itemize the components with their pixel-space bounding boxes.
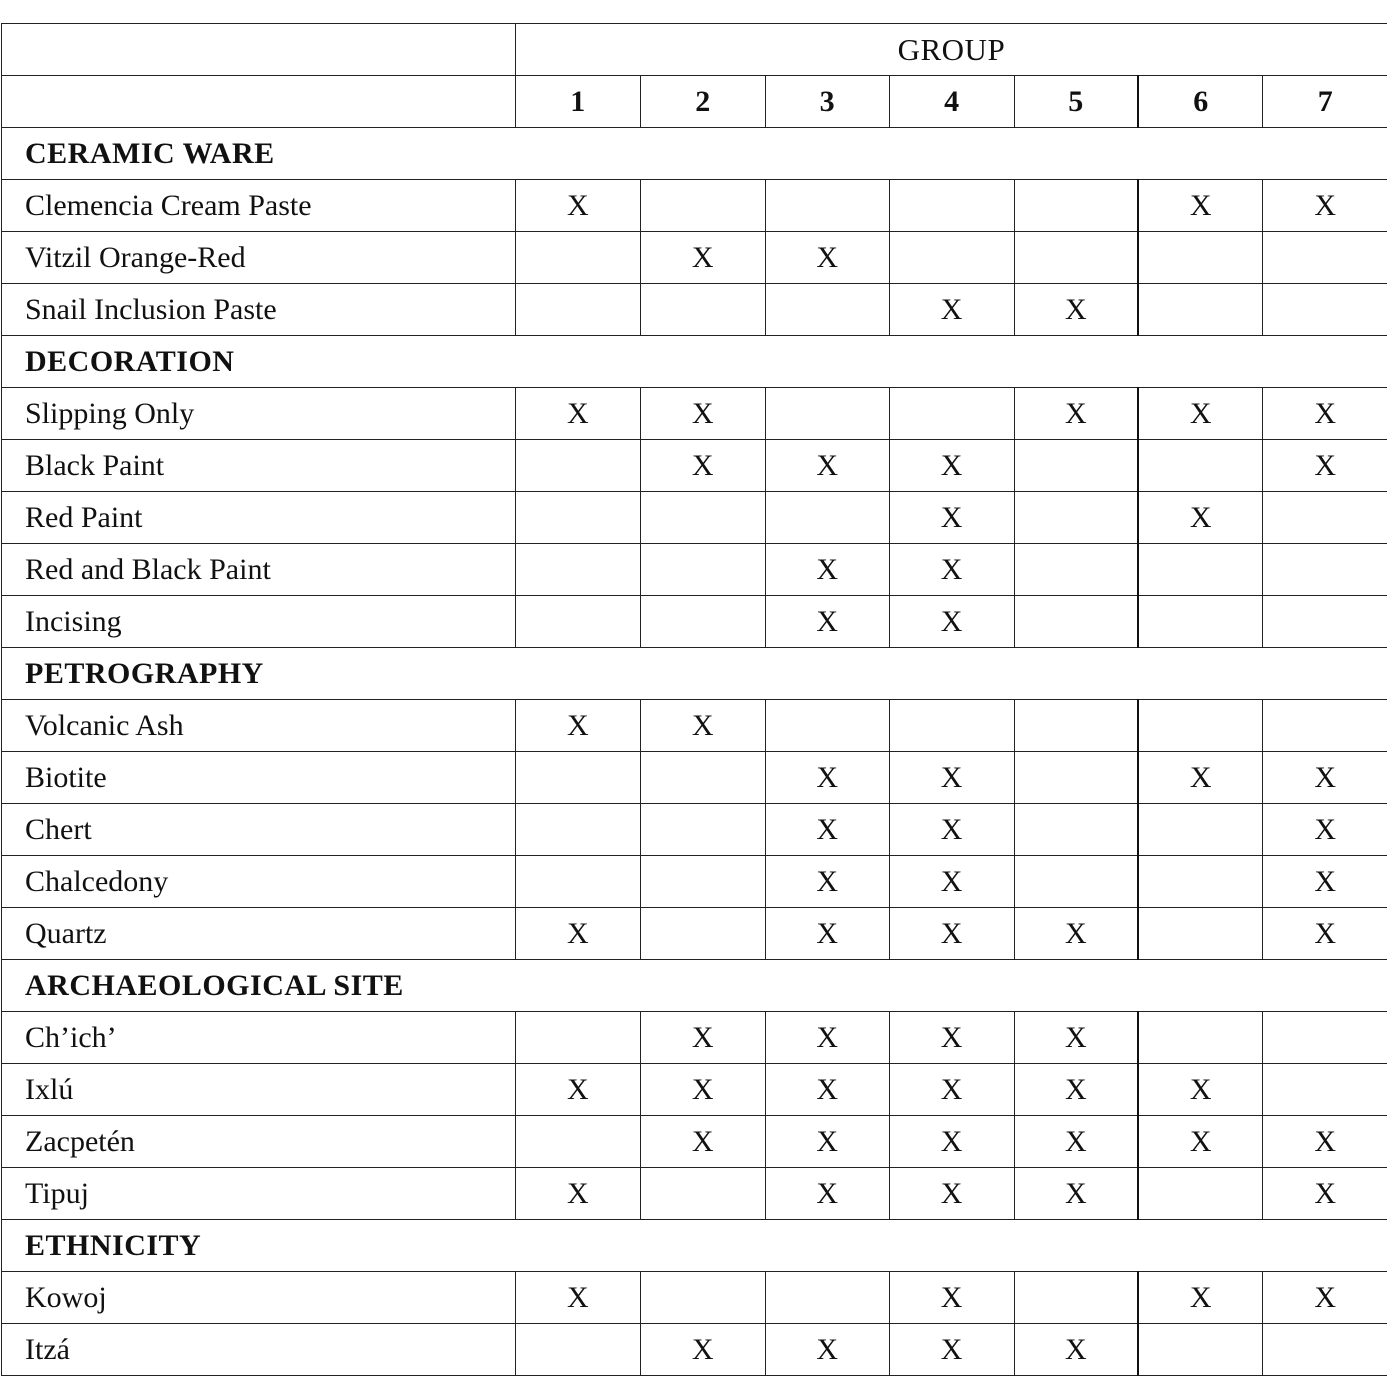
mark-cell-group-7: X [1263, 856, 1387, 908]
mark-cell-group-1: X [515, 908, 640, 960]
mark-cell-group-1 [515, 804, 640, 856]
table-row [2, 908, 1387, 960]
mark-cell-group-4: X [889, 440, 1014, 492]
mark-cell-group-4: X [889, 804, 1014, 856]
mark-cell-group-3: X [765, 1012, 889, 1064]
mark-cell-group-5: X [1014, 1116, 1138, 1168]
mark-cell-group-5: X [1014, 1064, 1138, 1116]
mark-cell-group-3: X [765, 232, 889, 284]
table-row [2, 700, 1387, 752]
group-number-row [2, 76, 1387, 128]
mark-cell-group-1 [515, 440, 640, 492]
mark-cell-group-3: X [765, 596, 889, 648]
mark-cell-group-7: X [1263, 752, 1387, 804]
mark-cell-group-2 [640, 284, 765, 336]
mark-cell-group-2 [640, 752, 765, 804]
mark-cell-group-1 [515, 856, 640, 908]
mark-cell-group-2 [640, 804, 765, 856]
section-header-row [2, 336, 1387, 388]
section-header-row [2, 648, 1387, 700]
row-label: Incising [2, 596, 516, 648]
mark-cell-group-5 [1014, 804, 1138, 856]
table-row [2, 1324, 1387, 1376]
group-number-1: 1 [515, 76, 640, 128]
group-number-4: 4 [889, 76, 1014, 128]
mark-cell-group-4: X [889, 492, 1014, 544]
mark-cell-group-1 [515, 492, 640, 544]
mark-cell-group-1 [515, 752, 640, 804]
mark-cell-group-4: X [889, 284, 1014, 336]
mark-cell-group-3: X [765, 1168, 889, 1220]
row-label: Chert [2, 804, 516, 856]
mark-cell-group-5 [1014, 232, 1138, 284]
mark-cell-group-4: X [889, 1272, 1014, 1324]
group-attribute-table [1, 23, 1387, 1376]
mark-cell-group-3: X [765, 804, 889, 856]
mark-cell-group-2 [640, 544, 765, 596]
mark-cell-group-3: X [765, 1324, 889, 1376]
mark-cell-group-3 [765, 1272, 889, 1324]
table-row [2, 180, 1387, 232]
mark-cell-group-4: X [889, 752, 1014, 804]
group-header: GROUP [515, 24, 1387, 76]
mark-cell-group-1 [515, 544, 640, 596]
mark-cell-group-5 [1014, 180, 1138, 232]
mark-cell-group-1: X [515, 1064, 640, 1116]
mark-cell-group-6: X [1138, 1272, 1263, 1324]
group-number-5: 5 [1014, 76, 1138, 128]
table-row [2, 1168, 1387, 1220]
mark-cell-group-7: X [1263, 908, 1387, 960]
group-header-row [2, 24, 1387, 76]
mark-cell-group-3: X [765, 1064, 889, 1116]
mark-cell-group-2 [640, 908, 765, 960]
mark-cell-group-7: X [1263, 804, 1387, 856]
row-label: Ixlú [2, 1064, 516, 1116]
mark-cell-group-1 [515, 596, 640, 648]
section-title: CERAMIC WARE [2, 128, 1387, 180]
mark-cell-group-2 [640, 492, 765, 544]
mark-cell-group-3 [765, 700, 889, 752]
group-number-7: 7 [1263, 76, 1387, 128]
table-row [2, 596, 1387, 648]
mark-cell-group-5: X [1014, 388, 1138, 440]
mark-cell-group-6 [1138, 596, 1263, 648]
row-label: Ch’ich’ [2, 1012, 516, 1064]
mark-cell-group-7: X [1263, 1272, 1387, 1324]
mark-cell-group-7: X [1263, 1168, 1387, 1220]
mark-cell-group-3: X [765, 752, 889, 804]
mark-cell-group-5: X [1014, 1012, 1138, 1064]
mark-cell-group-4: X [889, 1012, 1014, 1064]
mark-cell-group-5 [1014, 856, 1138, 908]
table-row [2, 388, 1387, 440]
table-row [2, 1064, 1387, 1116]
mark-cell-group-1: X [515, 1168, 640, 1220]
mark-cell-group-3 [765, 492, 889, 544]
mark-cell-group-5 [1014, 544, 1138, 596]
mark-cell-group-6 [1138, 908, 1263, 960]
table-row [2, 284, 1387, 336]
mark-cell-group-3: X [765, 908, 889, 960]
mark-cell-group-4 [889, 232, 1014, 284]
mark-cell-group-7 [1263, 700, 1387, 752]
mark-cell-group-7: X [1263, 1116, 1387, 1168]
table-row [2, 440, 1387, 492]
mark-cell-group-7 [1263, 492, 1387, 544]
mark-cell-group-4: X [889, 908, 1014, 960]
mark-cell-group-7: X [1263, 180, 1387, 232]
row-label: Snail Inclusion Paste [2, 284, 516, 336]
table-row [2, 1272, 1387, 1324]
mark-cell-group-2 [640, 1168, 765, 1220]
mark-cell-group-3 [765, 388, 889, 440]
corner-cell [2, 76, 516, 128]
mark-cell-group-6: X [1138, 752, 1263, 804]
mark-cell-group-4 [889, 388, 1014, 440]
row-label: Red Paint [2, 492, 516, 544]
mark-cell-group-1 [515, 1012, 640, 1064]
mark-cell-group-6: X [1138, 1116, 1263, 1168]
mark-cell-group-3: X [765, 544, 889, 596]
mark-cell-group-6 [1138, 1324, 1263, 1376]
mark-cell-group-5 [1014, 440, 1138, 492]
section-title: PETROGRAPHY [2, 648, 1387, 700]
row-label: Clemencia Cream Paste [2, 180, 516, 232]
mark-cell-group-4: X [889, 1116, 1014, 1168]
mark-cell-group-1: X [515, 1272, 640, 1324]
table-row [2, 544, 1387, 596]
mark-cell-group-5: X [1014, 908, 1138, 960]
mark-cell-group-2 [640, 1272, 765, 1324]
table-row [2, 752, 1387, 804]
mark-cell-group-6: X [1138, 388, 1263, 440]
row-label: Chalcedony [2, 856, 516, 908]
mark-cell-group-2: X [640, 1064, 765, 1116]
group-number-6: 6 [1138, 76, 1263, 128]
mark-cell-group-1 [515, 1116, 640, 1168]
mark-cell-group-4: X [889, 1064, 1014, 1116]
corner-cell [2, 24, 516, 76]
mark-cell-group-7 [1263, 544, 1387, 596]
mark-cell-group-5 [1014, 752, 1138, 804]
mark-cell-group-6: X [1138, 180, 1263, 232]
mark-cell-group-4: X [889, 856, 1014, 908]
mark-cell-group-2 [640, 596, 765, 648]
section-title: ETHNICITY [2, 1220, 1387, 1272]
mark-cell-group-5: X [1014, 1168, 1138, 1220]
mark-cell-group-5 [1014, 1272, 1138, 1324]
mark-cell-group-5 [1014, 492, 1138, 544]
row-label: Tipuj [2, 1168, 516, 1220]
mark-cell-group-2: X [640, 1012, 765, 1064]
mark-cell-group-5 [1014, 700, 1138, 752]
mark-cell-group-2: X [640, 700, 765, 752]
mark-cell-group-6 [1138, 232, 1263, 284]
mark-cell-group-1 [515, 284, 640, 336]
mark-cell-group-3: X [765, 440, 889, 492]
mark-cell-group-6 [1138, 1012, 1263, 1064]
mark-cell-group-6 [1138, 284, 1263, 336]
row-label: Kowoj [2, 1272, 516, 1324]
mark-cell-group-4: X [889, 544, 1014, 596]
mark-cell-group-6 [1138, 1168, 1263, 1220]
mark-cell-group-1 [515, 1324, 640, 1376]
row-label: Slipping Only [2, 388, 516, 440]
mark-cell-group-4 [889, 180, 1014, 232]
row-label: Itzá [2, 1324, 516, 1376]
group-number-2: 2 [640, 76, 765, 128]
mark-cell-group-2: X [640, 440, 765, 492]
row-label: Zacpetén [2, 1116, 516, 1168]
section-title: DECORATION [2, 336, 1387, 388]
mark-cell-group-3 [765, 180, 889, 232]
row-label: Biotite [2, 752, 516, 804]
group-number-3: 3 [765, 76, 889, 128]
row-label: Volcanic Ash [2, 700, 516, 752]
mark-cell-group-6 [1138, 440, 1263, 492]
mark-cell-group-7: X [1263, 440, 1387, 492]
table-row [2, 1012, 1387, 1064]
table-row [2, 492, 1387, 544]
row-label: Vitzil Orange-Red [2, 232, 516, 284]
table-row [2, 804, 1387, 856]
section-header-row [2, 1220, 1387, 1272]
mark-cell-group-1: X [515, 388, 640, 440]
mark-cell-group-3 [765, 284, 889, 336]
mark-cell-group-2: X [640, 388, 765, 440]
section-header-row [2, 128, 1387, 180]
mark-cell-group-6 [1138, 856, 1263, 908]
mark-cell-group-4: X [889, 1168, 1014, 1220]
mark-cell-group-5: X [1014, 284, 1138, 336]
section-title: ARCHAEOLOGICAL SITE [2, 960, 1387, 1012]
mark-cell-group-6 [1138, 544, 1263, 596]
mark-cell-group-2: X [640, 1324, 765, 1376]
mark-cell-group-3: X [765, 856, 889, 908]
mark-cell-group-7 [1263, 1012, 1387, 1064]
mark-cell-group-4 [889, 700, 1014, 752]
mark-cell-group-7 [1263, 1064, 1387, 1116]
mark-cell-group-1: X [515, 700, 640, 752]
mark-cell-group-5: X [1014, 1324, 1138, 1376]
mark-cell-group-2: X [640, 1116, 765, 1168]
mark-cell-group-5 [1014, 596, 1138, 648]
mark-cell-group-2 [640, 856, 765, 908]
mark-cell-group-7 [1263, 232, 1387, 284]
mark-cell-group-7 [1263, 596, 1387, 648]
mark-cell-group-6: X [1138, 1064, 1263, 1116]
row-label: Black Paint [2, 440, 516, 492]
mark-cell-group-6 [1138, 804, 1263, 856]
mark-cell-group-1 [515, 232, 640, 284]
mark-cell-group-6: X [1138, 492, 1263, 544]
mark-cell-group-7 [1263, 1324, 1387, 1376]
table-row [2, 856, 1387, 908]
section-header-row [2, 960, 1387, 1012]
mark-cell-group-4: X [889, 1324, 1014, 1376]
row-label: Red and Black Paint [2, 544, 516, 596]
mark-cell-group-7 [1263, 284, 1387, 336]
mark-cell-group-2 [640, 180, 765, 232]
mark-cell-group-1: X [515, 180, 640, 232]
table-row [2, 1116, 1387, 1168]
table-row [2, 232, 1387, 284]
row-label: Quartz [2, 908, 516, 960]
mark-cell-group-6 [1138, 700, 1263, 752]
mark-cell-group-3: X [765, 1116, 889, 1168]
mark-cell-group-4: X [889, 596, 1014, 648]
mark-cell-group-2: X [640, 232, 765, 284]
mark-cell-group-7: X [1263, 388, 1387, 440]
